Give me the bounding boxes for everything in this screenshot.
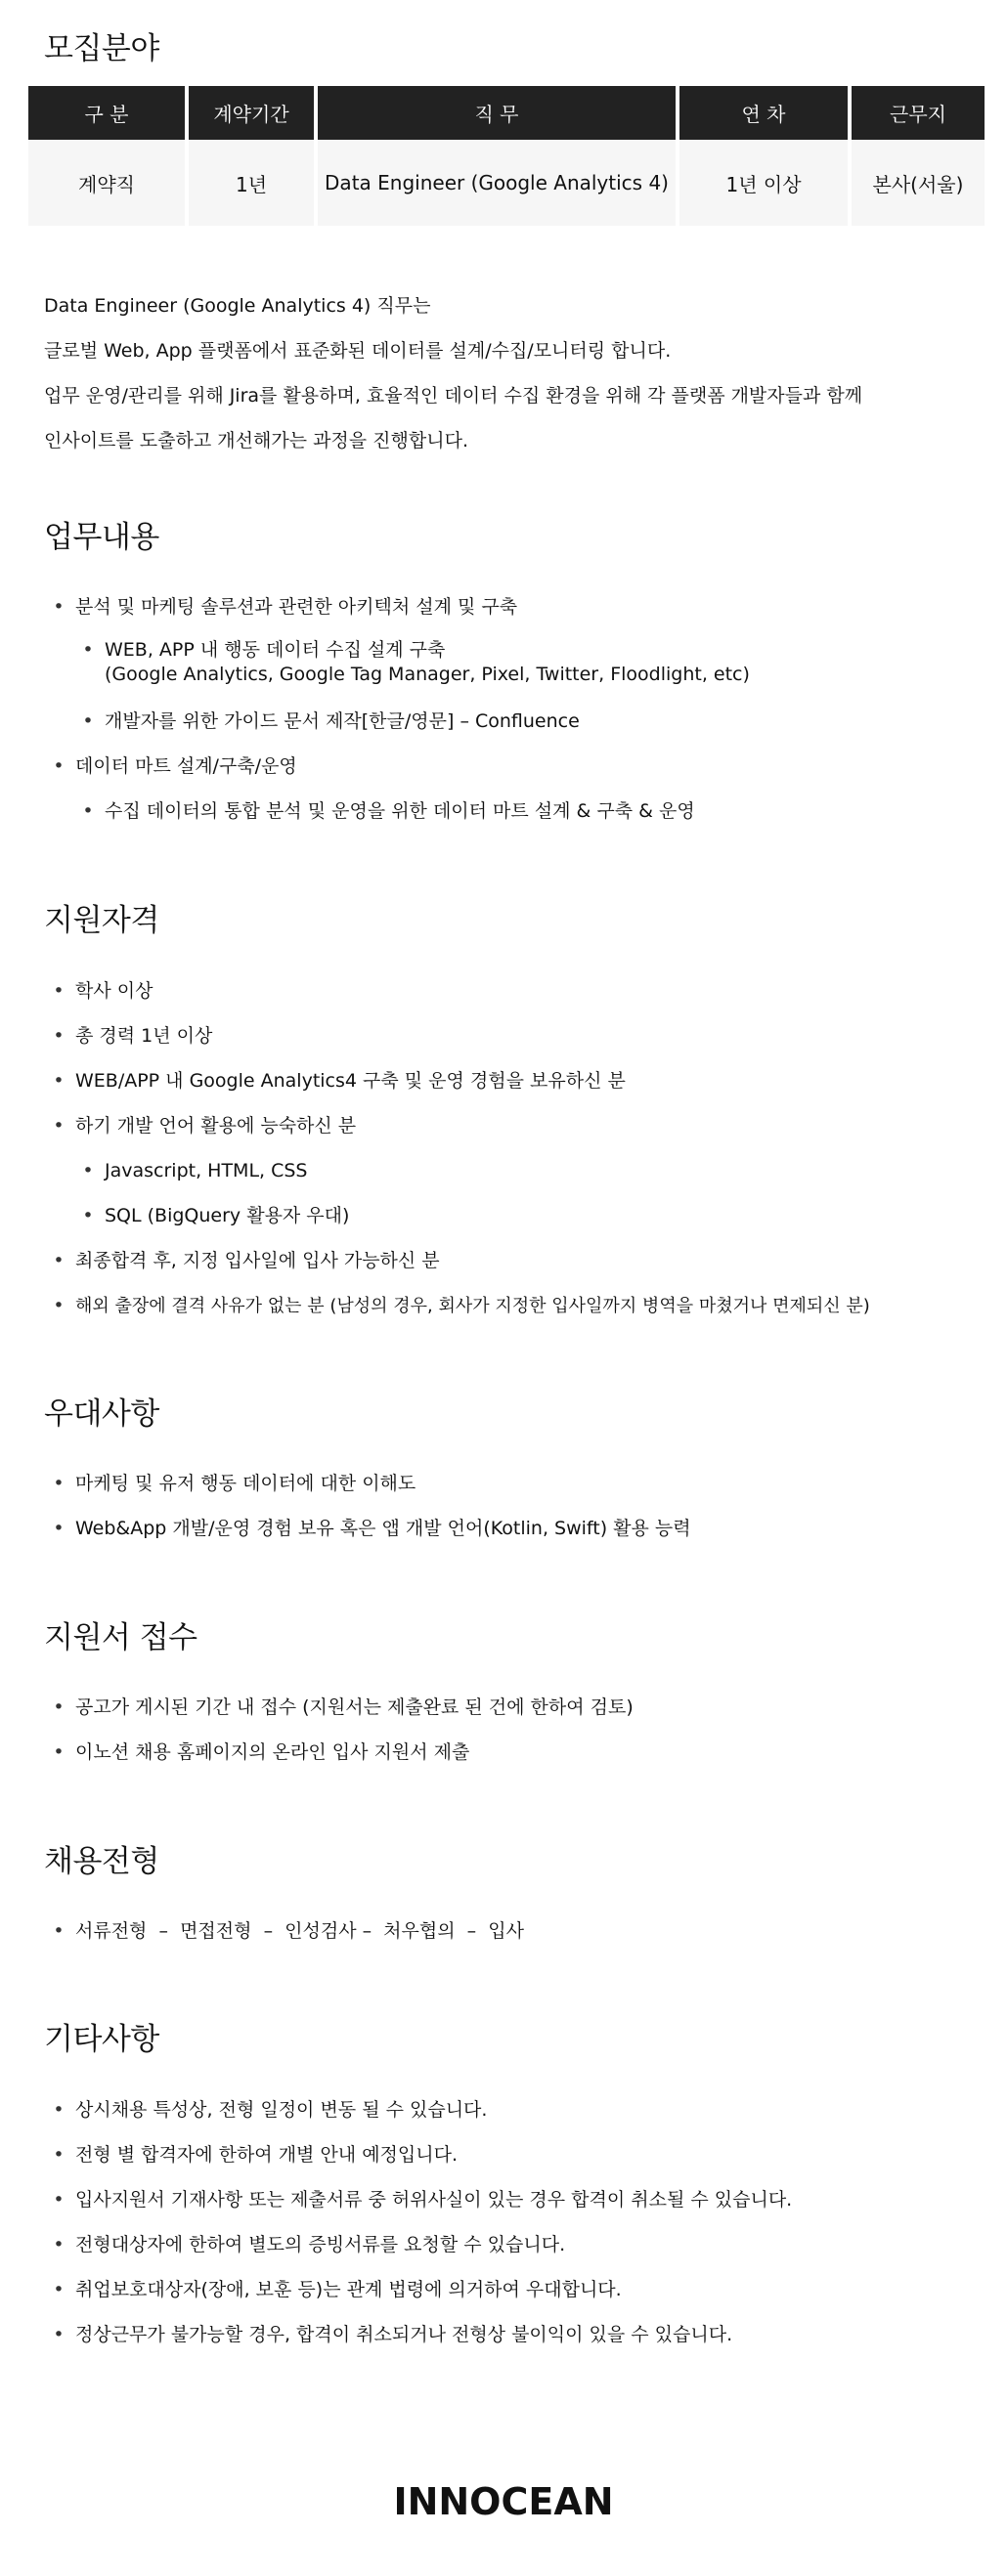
list-item: • 하기 개발 언어 활용에 능숙하신 분 — [44, 1103, 983, 1148]
bullet-icon: • — [53, 1696, 65, 1718]
bullet-icon: • — [53, 2189, 65, 2211]
list-item: • 마케팅 및 유저 행동 데이터에 대한 이해도 — [44, 1461, 983, 1506]
list-item: • 수집 데이터의 통합 분석 및 운영을 위한 데이터 마트 설계 & 구축 & 운영 — [44, 789, 983, 834]
table-row — [28, 140, 985, 226]
table-cell-experience: 1년 이상 — [679, 140, 848, 226]
bullet-icon: • — [82, 1160, 94, 1181]
table-header-cell: 직 무 — [318, 86, 676, 140]
list-item: • 전형대상자에 한하여 별도의 증빙서류를 요청할 수 있습니다. — [44, 2222, 983, 2267]
bullet-icon: • — [53, 1518, 65, 1539]
table-header-row — [28, 86, 985, 140]
bullet-icon: • — [53, 1473, 65, 1494]
table-cell-type: 계약직 — [28, 140, 185, 226]
list-item: • Web&App 개발/운영 경험 보유 혹은 앱 개발 언어(Kotlin, Swift) 활용 능력 — [44, 1506, 983, 1551]
bullet-icon: • — [53, 2324, 65, 2345]
intro-line: Data Engineer (Google Analytics 4) 직무는 — [44, 295, 431, 317]
preferred-list — [44, 1461, 983, 1551]
preferred-heading: 우대사항 — [44, 1396, 159, 1432]
process-heading: 채용전형 — [44, 1844, 159, 1879]
bullet-icon: • — [53, 1250, 65, 1271]
application-list — [44, 1685, 983, 1775]
bullet-icon: • — [53, 2234, 65, 2255]
duties-heading: 업무내용 — [44, 520, 159, 555]
list-item: • WEB, APP 내 행동 데이터 수집 설계 구축 (Google Analytics, Google Tag Manager, Pixel, Twitter, Floodlight, etc) — [82, 639, 750, 685]
etc-list — [44, 2087, 983, 2357]
bullet-icon: • — [53, 1920, 65, 1942]
bullet-icon: • — [82, 1205, 94, 1226]
list-item: • 총 경력 1년 이상 — [44, 1013, 983, 1058]
list-item: • 취업보호대상자(장애, 보훈 등)는 관계 법령에 의거하여 우대합니다. — [44, 2267, 983, 2312]
table-header-cell: 연 차 — [679, 86, 848, 140]
bullet-icon: • — [53, 980, 65, 1002]
list-item: • 공고가 게시된 기간 내 접수 (지원서는 제출완료 된 건에 한하여 검토) — [44, 1685, 983, 1730]
list-item: • 정상근무가 불가능할 경우, 합격이 취소되거나 전형상 불이익이 있을 수 있습니다. — [44, 2312, 983, 2357]
list-item: • 개발자를 위한 가이드 문서 제작[한글/영문] – Confluence — [44, 699, 983, 744]
bullet-icon: • — [53, 2099, 65, 2121]
list-item: • 데이터 마트 설계/구축/운영 — [44, 744, 983, 789]
bullet-icon: • — [53, 1025, 65, 1047]
qualifications-list — [44, 968, 983, 1329]
list-item: • 서류전형 – 면접전형 – 인성검사 – 처우협의 – 입사 — [44, 1909, 983, 1953]
bullet-icon: • — [53, 1741, 65, 1763]
bullet-icon: • — [53, 755, 65, 777]
intro-line: 글로벌 Web, App 플랫폼에서 표준화된 데이터를 설계/수집/모니터링 합니다. — [44, 340, 672, 362]
bullet-icon: • — [53, 596, 65, 618]
list-item: • SQL (BigQuery 활용자 우대) — [44, 1193, 983, 1238]
list-item: • 이노션 채용 홈페이지의 온라인 입사 지원서 제출 — [44, 1730, 983, 1775]
application-heading: 지원서 접수 — [44, 1620, 197, 1655]
bullet-icon: • — [53, 2279, 65, 2300]
bullet-icon: • — [82, 639, 94, 661]
qualifications-heading: 지원자격 — [44, 903, 159, 938]
bullet-icon: • — [82, 800, 94, 822]
innocean-logo: INNOCEAN — [393, 2480, 614, 2523]
table-header-cell: 구 분 — [28, 86, 185, 140]
recruit-table — [24, 86, 988, 226]
intro-line: 업무 운영/관리를 위해 Jira를 활용하며, 효율적인 데이터 수집 환경을 위해 각 플랫폼 개발자들과 함께 — [44, 385, 863, 407]
etc-heading: 기타사항 — [44, 2022, 159, 2057]
duties-list — [44, 584, 983, 834]
list-item: • WEB/APP 내 Google Analytics4 구축 및 운영 경험을 보유하신 분 — [44, 1058, 983, 1103]
bullet-icon: • — [82, 710, 94, 732]
list-item: • 전형 별 합격자에 한하여 개별 안내 예정입니다. — [44, 2132, 983, 2177]
bullet-icon: • — [53, 2144, 65, 2166]
intro-line: 인사이트를 도출하고 개선해가는 과정을 진행합니다. — [44, 430, 468, 451]
bullet-icon: • — [53, 1070, 65, 1092]
list-item: • 상시채용 특성상, 전형 일정이 변동 될 수 있습니다. — [44, 2087, 983, 2132]
list-item: • 분석 및 마케팅 솔루션과 관련한 아키텍처 설계 및 구축 — [44, 584, 983, 629]
table-header-cell: 근무지 — [852, 86, 985, 140]
intro-paragraph — [44, 283, 973, 463]
recruit-heading: 모집분야 — [44, 31, 159, 66]
bullet-icon: • — [53, 1115, 65, 1137]
table-cell-period: 1년 — [189, 140, 314, 226]
table-cell-role: Data Engineer (Google Analytics 4) — [318, 140, 676, 226]
process-list — [44, 1909, 983, 1953]
bullet-icon: • — [53, 1295, 65, 1316]
list-item: • Javascript, HTML, CSS — [44, 1148, 983, 1193]
list-item: • 최종합격 후, 지정 입사일에 입사 가능하신 분 — [44, 1238, 983, 1283]
table-header-cell: 계약기간 — [189, 86, 314, 140]
table-cell-location: 본사(서울) — [852, 140, 985, 226]
list-item: • 입사지원서 기재사항 또는 제출서류 중 허위사실이 있는 경우 합격이 취소될 수 있습니다. — [44, 2177, 983, 2222]
list-item: • 해외 출장에 결격 사유가 없는 분 (남성의 경우, 회사가 지정한 입사일까지 병역을 마쳤거나 면제되신 분) — [44, 1283, 983, 1329]
list-item: • 학사 이상 — [44, 968, 983, 1013]
